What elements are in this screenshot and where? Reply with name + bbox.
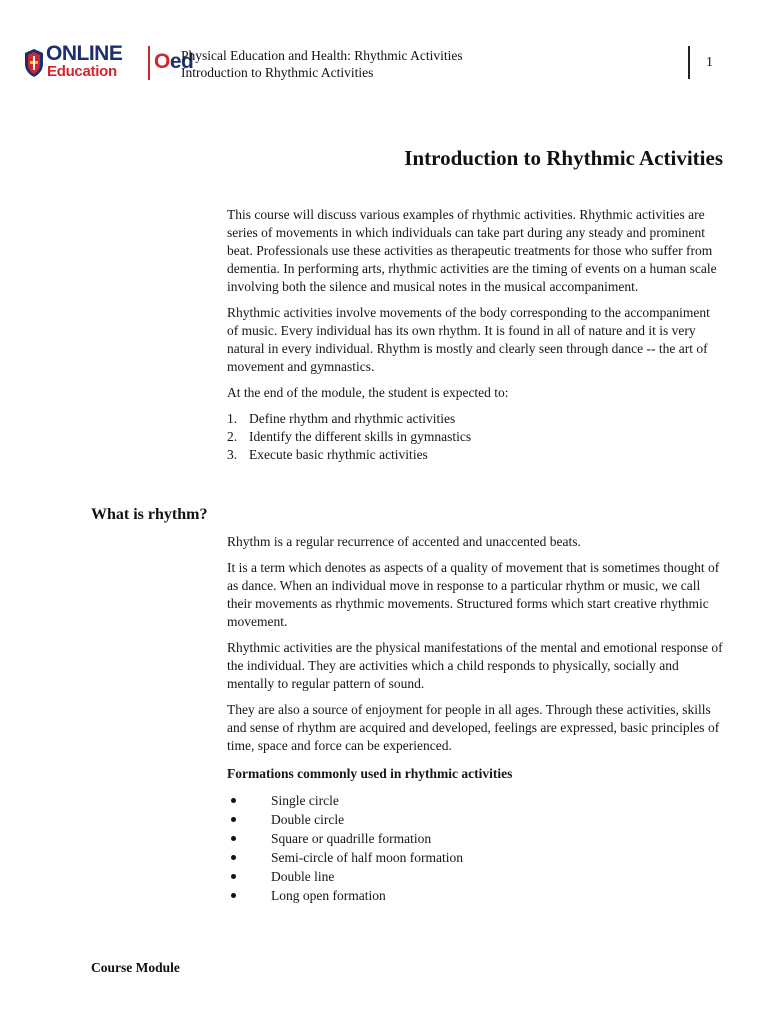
objective-item: [227, 410, 723, 428]
formation-item: Double line: [227, 867, 723, 886]
header-topic-line: Introduction to Rhythmic Activities: [181, 65, 374, 80]
objective-text: Define rhythm and rhythmic activities: [249, 411, 456, 426]
intro-paragraph: This course will discuss various examples of rhythmic activities. Rhythmic activities are series of movements in which individuals can take part during any steady and prominent beat. Professionals use these activities as therapeutic treatments for those who suffer from dementia. In performing arts, rhythmic activities are the timing of events on a human scale involving both the silence and musical notes in the musical accompaniment.: [227, 207, 717, 294]
objective-item: [227, 446, 723, 464]
logo-education-text: Education: [47, 63, 117, 80]
rhythm-section: [227, 533, 723, 905]
intro-section: [227, 206, 723, 464]
formation-item: Semi-circle of half moon formation: [227, 848, 723, 867]
logo-oed-o: O: [154, 50, 170, 73]
intro-paragraph: Rhythmic activities involve movements of the body corresponding to the accompaniment of music. Every individual has its own rhythm. It is found in all of nature and it is very natural in every individual. Rhythm is mostly and clearly seen through dance -- the art of movement and gymnastics.: [227, 305, 710, 374]
logo-online-text: ONLINE: [46, 42, 123, 65]
intro-paragraph: At the end of the module, the student is expected to:: [227, 385, 509, 400]
page-number: 1: [706, 55, 713, 70]
objective-number: 1.: [227, 411, 238, 426]
objective-number: 2.: [227, 429, 238, 444]
objective-text: Identify the different skills in gymnastics: [249, 429, 472, 444]
section-heading-what-is-rhythm: What is rhythm?: [91, 506, 208, 523]
formations-heading: Formations commonly used in rhythmic activities: [227, 766, 513, 781]
objective-item: [227, 428, 723, 446]
formation-item: Single circle: [227, 791, 723, 810]
logo-oed-ed: ed: [169, 50, 194, 73]
formation-item: Long open formation: [227, 886, 723, 905]
rhythm-paragraph: Rhythm is a regular recurrence of accented and unaccented beats.: [227, 534, 581, 549]
header-course-info: [181, 47, 463, 81]
header-course-line: Physical Education and Health: Rhythmic Activities: [181, 48, 463, 63]
footer-course-module: Course Module: [91, 960, 180, 975]
rhythm-paragraph: They are also a source of enjoyment for people in all ages. Through these activities, skills and sense of rhythm are acquired and developed, feelings are expressed, basic principles of time, space and force can be experienced.: [227, 702, 720, 753]
page-title: Introduction to Rhythmic Activities: [404, 146, 723, 170]
rhythm-paragraph: It is a term which denotes as aspects of a quality of movement that is sometimes thought of as dance. When an individual move in response to a particular rhythm or music, we call their movements as rhythmic movements. Structured forms which start creative rhythmic movement.: [227, 560, 720, 629]
rhythm-paragraph: Rhythmic activities are the physical manifestations of the mental and emotional response of the individual. They are activities which a child responds to physically, socially and mentally to regular pattern of sound.: [227, 640, 723, 691]
header-divider: [688, 46, 690, 79]
objective-number: 3.: [227, 447, 238, 462]
formation-item: Double circle: [227, 810, 723, 829]
objectives-list: [227, 410, 723, 464]
objective-text: Execute basic rhythmic activities: [249, 447, 428, 462]
online-education-logo: [24, 42, 194, 84]
formations-list: [227, 791, 723, 905]
formation-item: Square or quadrille formation: [227, 829, 723, 848]
logo-divider: [148, 46, 150, 80]
shield-icon: [24, 48, 44, 78]
